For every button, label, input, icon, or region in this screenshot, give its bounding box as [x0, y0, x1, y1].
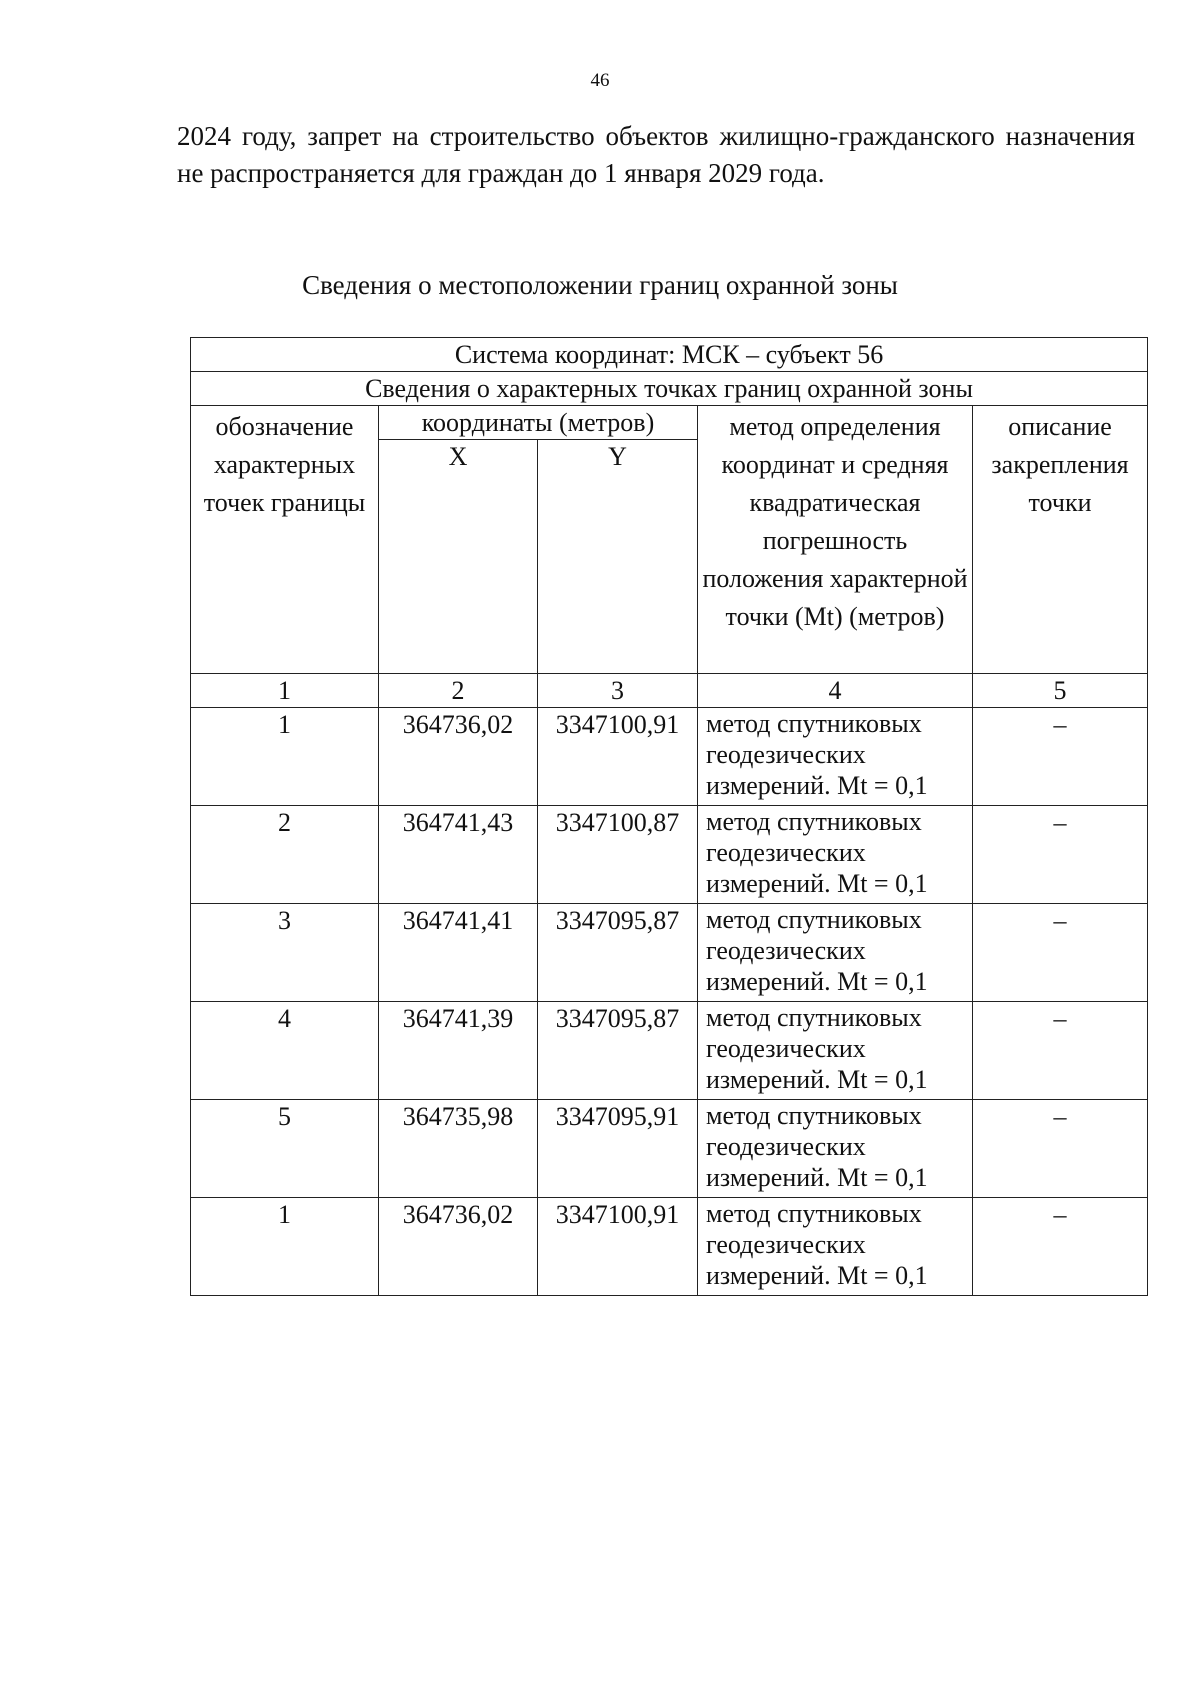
header-x: X — [379, 440, 538, 674]
table-row — [191, 1002, 1148, 1100]
method-cell: метод спутниковых геодезических измерений. Mt = 0,1 — [698, 904, 973, 1002]
points-info-cell: Сведения о характерных точках границ охранной зоны — [191, 372, 1148, 406]
points-info-row — [191, 372, 1148, 406]
method-cell: метод спутниковых геодезических измерений. Mt = 0,1 — [698, 1002, 973, 1100]
coordinate-x: 364741,43 — [379, 806, 538, 904]
table-row — [191, 904, 1148, 1002]
coordinate-system-cell: Система координат: МСК – субъект 56 — [191, 338, 1148, 372]
description-cell: – — [973, 806, 1148, 904]
column-number: 1 — [191, 674, 379, 708]
table-row — [191, 1100, 1148, 1198]
column-number: 5 — [973, 674, 1148, 708]
description-cell: – — [973, 1002, 1148, 1100]
method-cell: метод спутниковых геодезических измерений. Mt = 0,1 — [698, 708, 973, 806]
point-number: 2 — [191, 806, 379, 904]
coordinate-x: 364735,98 — [379, 1100, 538, 1198]
method-cell: метод спутниковых геодезических измерений. Mt = 0,1 — [698, 1100, 973, 1198]
coordinate-x: 364736,02 — [379, 708, 538, 806]
header-coordinates: координаты (метров) — [379, 406, 698, 440]
point-number: 1 — [191, 1198, 379, 1296]
point-number: 5 — [191, 1100, 379, 1198]
coordinate-y: 3347100,91 — [538, 708, 698, 806]
coordinate-y: 3347095,87 — [538, 904, 698, 1002]
method-cell: метод спутниковых геодезических измерений. Mt = 0,1 — [698, 1198, 973, 1296]
column-number-row — [191, 674, 1148, 708]
point-number: 3 — [191, 904, 379, 1002]
coordinate-y: 3347100,87 — [538, 806, 698, 904]
boundary-points-table — [190, 337, 1148, 1296]
description-cell: – — [973, 904, 1148, 1002]
table-row — [191, 1198, 1148, 1296]
column-number: 4 — [698, 674, 973, 708]
page-number: 46 — [590, 70, 610, 91]
table-row — [191, 806, 1148, 904]
coordinate-y: 3347095,91 — [538, 1100, 698, 1198]
coordinate-x: 364741,41 — [379, 904, 538, 1002]
table-row — [191, 708, 1148, 806]
description-cell: – — [973, 1100, 1148, 1198]
column-header-row-top — [191, 406, 1148, 440]
header-description: описание закрепления точки — [973, 406, 1148, 674]
point-number: 1 — [191, 708, 379, 806]
coordinate-y: 3347095,87 — [538, 1002, 698, 1100]
coordinate-y: 3347100,91 — [538, 1198, 698, 1296]
header-y: Y — [538, 440, 698, 674]
method-cell: метод спутниковых геодезических измерений. Mt = 0,1 — [698, 806, 973, 904]
intro-paragraph: 2024 году, запрет на строительство объектов жилищно-гражданского назначения не распространяется для граждан до 1 января 2029 года. — [177, 121, 1135, 188]
coordinate-x: 364736,02 — [379, 1198, 538, 1296]
header-method: метод определения координат и средняя квадратическая погрешность положения характерной точки (Mt) (метров) — [698, 406, 973, 674]
header-designation: обозначение характерных точек границы — [191, 406, 379, 674]
column-number: 2 — [379, 674, 538, 708]
coordinate-x: 364741,39 — [379, 1002, 538, 1100]
description-cell: – — [973, 708, 1148, 806]
coordinate-system-row — [191, 338, 1148, 372]
point-number: 4 — [191, 1002, 379, 1100]
column-number: 3 — [538, 674, 698, 708]
section-title: Сведения о местоположении границ охранной зоны — [302, 270, 898, 300]
description-cell: – — [973, 1198, 1148, 1296]
